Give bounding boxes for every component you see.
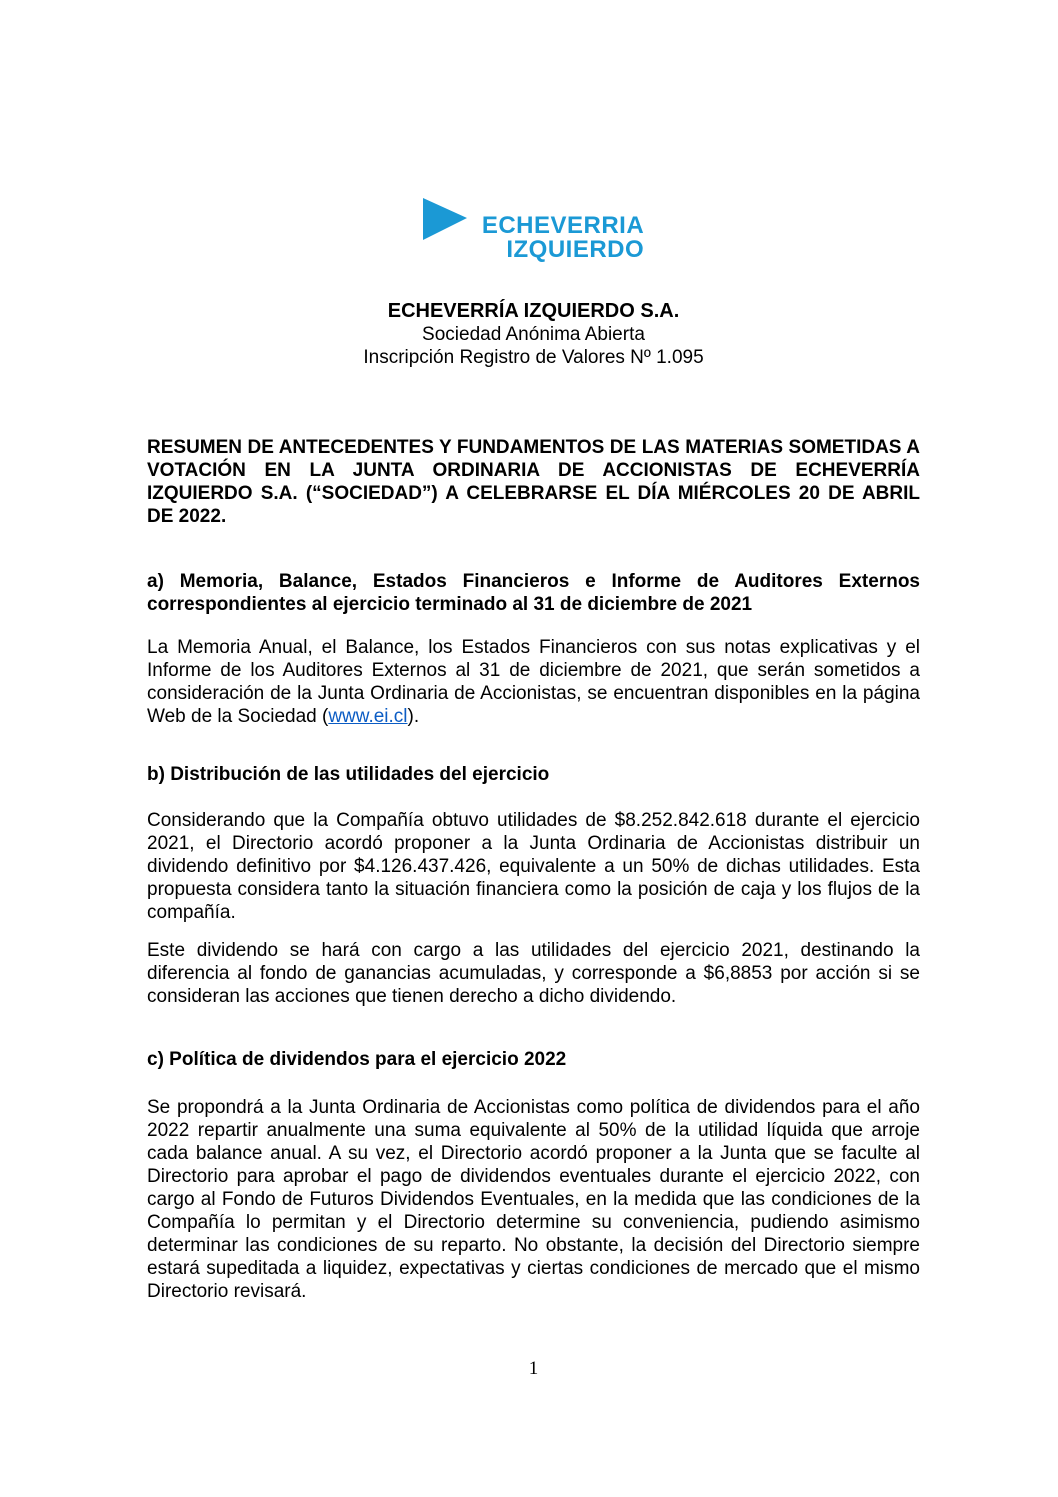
page-number: 1 <box>528 1358 539 1379</box>
company-name: ECHEVERRÍA IZQUIERDO S.A. <box>387 300 680 322</box>
section-b-paragraph-1: Considerando que la Compañía obtuvo utilidades de $8.252.842.618 durante el ejercicio 2021, el Directorio acordó proponer a la Junta Ordinaria de Accionistas distribuir un dividendo definitivo por $4.126.437.426, equivalente a un 50% de dichas utilidades. Esta propuesta considera tanto la situación financiera como la posición de caja y los flujos de la compañía. <box>147 810 920 923</box>
logo-wordmark-line1: ECHEVERRIA <box>481 212 645 239</box>
website-link[interactable]: www.ei.cl <box>328 706 408 727</box>
registry-number: Inscripción Registro de Valores Nº 1.095 <box>363 347 704 368</box>
section-c-heading: c) Política de dividendos para el ejercicio 2022 <box>147 1049 567 1070</box>
section-b-paragraph-2: Este dividendo se hará con cargo a las utilidades del ejercicio 2021, destinando la diferencia al fondo de ganancias acumuladas, y corresponde a $6,8853 por acción si se consideran las acciones que tienen derecho a dicho dividendo. <box>147 940 920 1007</box>
section-a-paragraph <box>147 636 920 728</box>
logo-wordmark <box>482 214 644 262</box>
section-c-paragraph-1: Se propondrá a la Junta Ordinaria de Accionistas como política de dividendos para el año 2022 repartir anualmente una suma equivalente al 50% de la utilidad líquida que arroje cada balance anual. A su vez, el Directorio acordó proponer a la Junta que se faculte al Directorio para aprobar el pago de dividendos eventuales durante el ejercicio 2022, con cargo al Fondo de Futuros Dividendos Eventuales, en la medida que las condiciones de la Compañía lo permitan y el Directorio determine su conveniencia, pudiendo asimismo determinar las condiciones de su reparto. No obstante, la decisión del Directorio siempre estará supeditada a liquidez, expectativas y ciertas condiciones de mercado que el mismo Directorio revisará. <box>147 1097 920 1302</box>
section-b-heading: b) Distribución de las utilidades del ejercicio <box>147 764 550 785</box>
section-a-text-after-link: ). <box>407 706 420 727</box>
section-a-text-before-link: La Memoria Anual, el Balance, los Estados Financieros con sus notas explicativas y el Informe de los Auditores Externos al 31 de diciembre de 2021, que serán sometidos a consideración de la Junta Ordinaria de Accionistas, se encuentran disponibles en la página Web de la Sociedad ( <box>147 637 920 727</box>
company-logo <box>147 198 920 262</box>
logo-wordmark-line2: IZQUIERDO <box>506 236 645 263</box>
section-a-heading: a) Memoria, Balance, Estados Financieros e Informe de Auditores Externos correspondientes al ejercicio terminado al 31 de diciembre de 2021 <box>147 571 920 615</box>
document-header <box>147 300 920 369</box>
logo-triangle-icon <box>423 198 467 240</box>
main-heading: RESUMEN DE ANTECEDENTES Y FUNDAMENTOS DE LAS MATERIAS SOMETIDAS A VOTACIÓN EN LA JUNTA ORDINARIA DE ACCIONISTAS DE ECHEVERRÍA IZQUIERDO S.A. (“SOCIEDAD”) A CELEBRARSE EL DÍA MIÉRCOLES 20 DE ABRIL DE 2022. <box>147 437 920 527</box>
company-type: Sociedad Anónima Abierta <box>422 324 645 345</box>
